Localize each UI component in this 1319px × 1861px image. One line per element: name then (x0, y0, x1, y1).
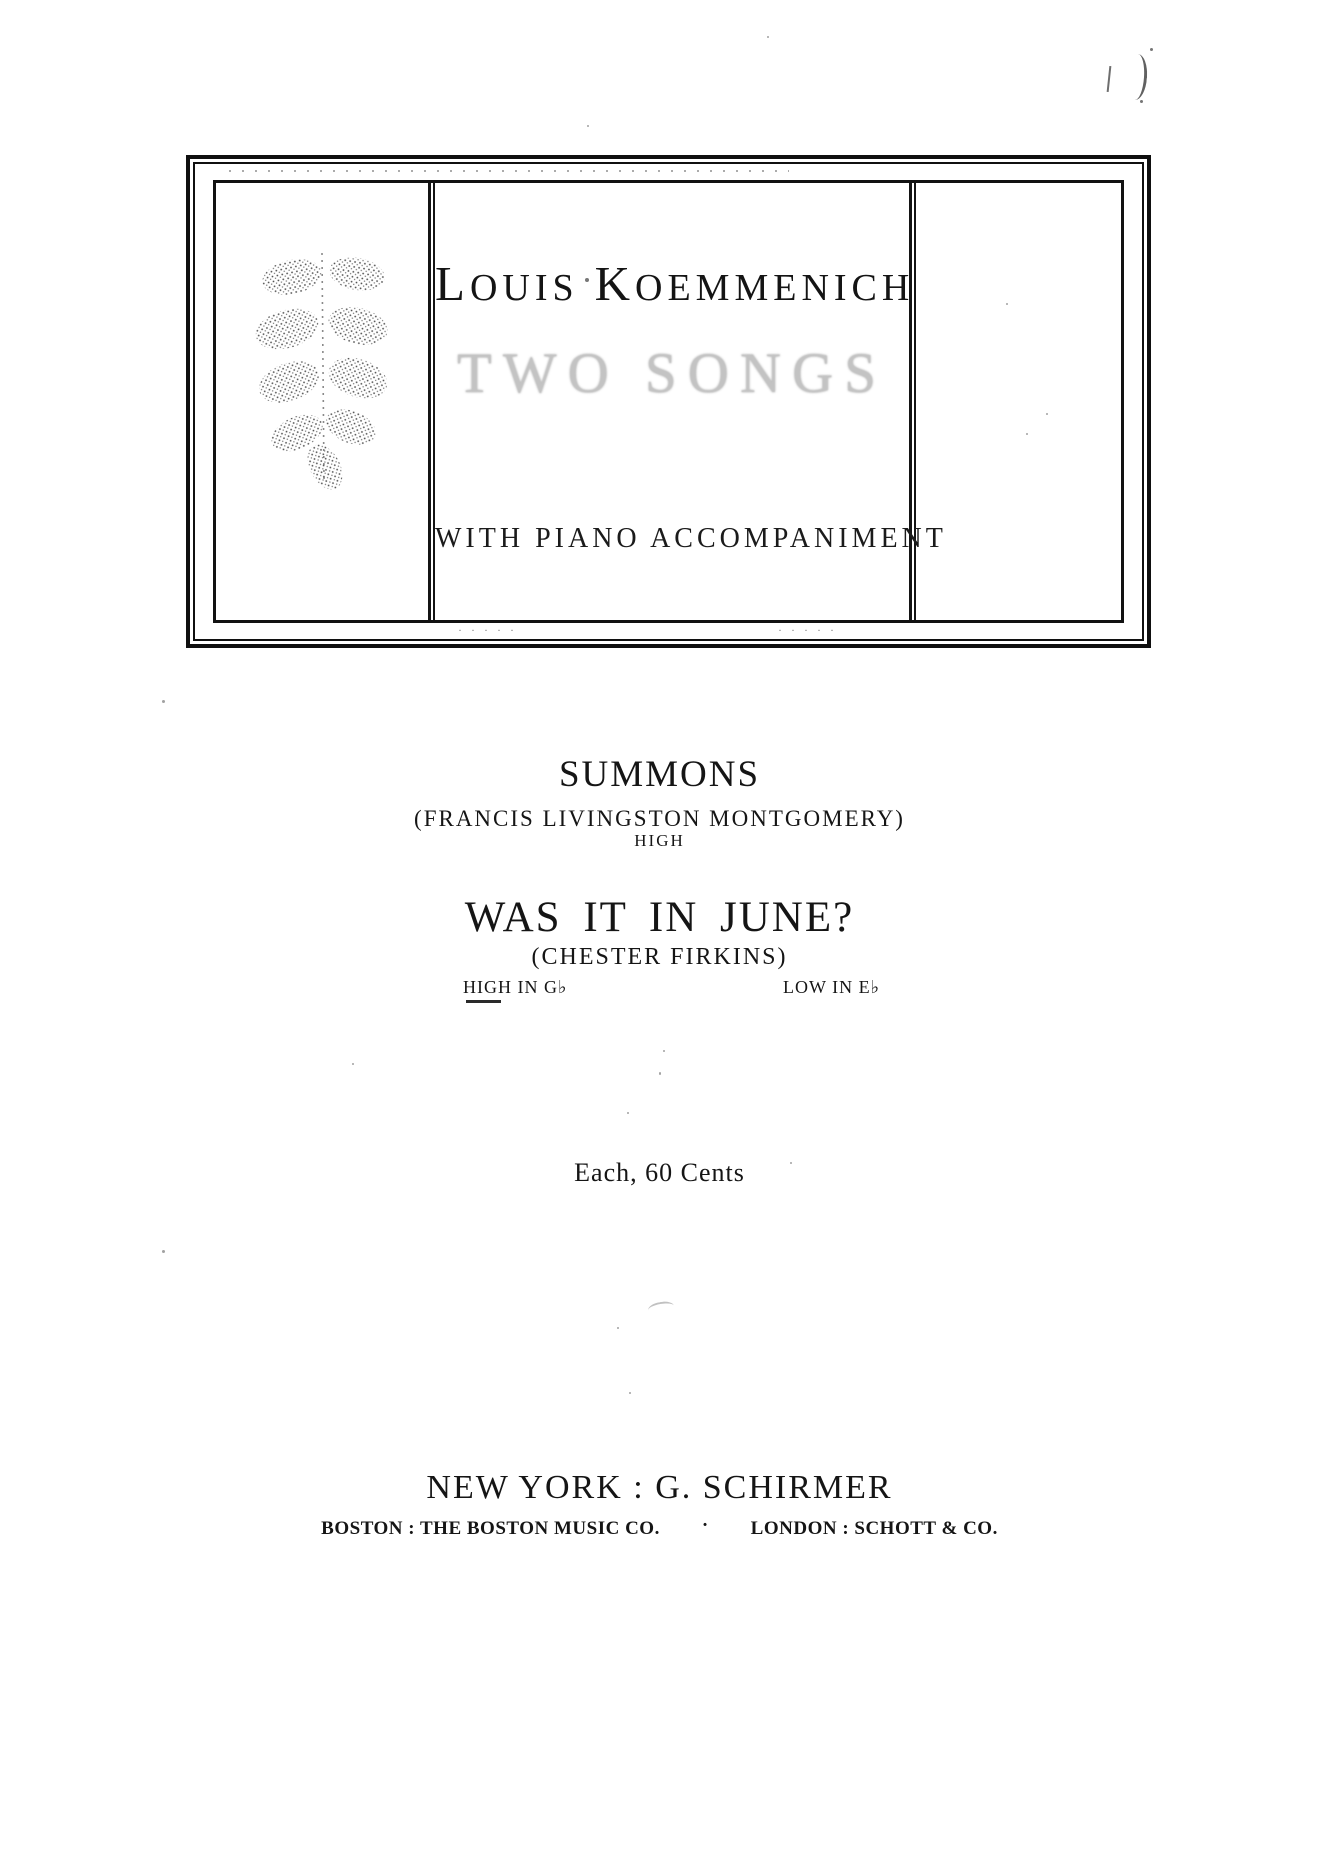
scan-speck (352, 1063, 354, 1065)
scan-dots: ····· (778, 623, 843, 637)
composer-name: LOUIS KOEMMENICH (435, 256, 915, 311)
title-panel (435, 183, 947, 620)
scan-speck (162, 1250, 165, 1253)
publisher-primary: NEW YORK : G. SCHIRMER (426, 1469, 893, 1506)
scan-speck (767, 36, 769, 38)
cover-panels (213, 180, 1124, 623)
price: Each, 60 Cents (574, 1158, 745, 1187)
publisher-secondary (0, 1515, 1319, 1540)
scan-dots: ····· (458, 623, 523, 637)
scan-speck (790, 1162, 792, 1164)
leaf-ornament-icon (237, 241, 407, 491)
cover-frame-inner (193, 162, 1144, 641)
scan-speck (617, 1327, 619, 1329)
ornament-panel (216, 183, 428, 620)
panel-divider-left (428, 183, 435, 620)
pen-mark-arc (1124, 53, 1148, 100)
song-lyricist-was-it-in-june: (CHESTER FIRKINS) (531, 944, 788, 970)
song-title-summons: SUMMONS (558, 754, 761, 795)
separator-dot: · (701, 1515, 709, 1536)
scan-speck (627, 1112, 629, 1114)
scan-speck (587, 125, 589, 127)
scan-speck (1006, 303, 1008, 305)
panel-divider-right (909, 183, 916, 620)
key-option-low: LOW IN E♭ (783, 977, 881, 997)
cover-subtitle: WITH PIANO ACCOMPANIMENT (435, 523, 947, 554)
song-voicing-summons: HIGH (634, 831, 685, 850)
publisher-london: LONDON : SCHOTT & CO. (750, 1518, 998, 1539)
blank-panel (916, 183, 1121, 620)
scan-speck (1150, 48, 1153, 51)
collection-title: TWO SONGS (457, 342, 887, 405)
composer-initial: K (594, 256, 636, 311)
key-option-high: HIGH IN G♭ (463, 977, 568, 997)
scan-speck (1046, 413, 1048, 415)
scan-noise-line (229, 170, 789, 172)
scan-speck (1140, 100, 1143, 103)
scan-speck (663, 1050, 665, 1052)
scan-speck (1026, 433, 1028, 435)
scan-squiggle (647, 1300, 675, 1316)
pen-mark-stroke (1107, 66, 1112, 92)
publisher-boston: BOSTON : THE BOSTON MUSIC CO. (321, 1518, 660, 1539)
scan-speck (629, 1392, 631, 1394)
key-high-underline (466, 1000, 501, 1003)
scan-speck (659, 1072, 661, 1075)
pen-mark (1100, 48, 1160, 108)
composer-initial: L (435, 256, 470, 311)
song-title-was-it-in-june: WAS IT IN JUNE? (464, 894, 855, 941)
cover-frame (186, 155, 1151, 648)
scan-speck (162, 700, 165, 703)
song-lyricist-summons: (FRANCIS LIVINGSTON MONTGOMERY) (414, 806, 905, 831)
